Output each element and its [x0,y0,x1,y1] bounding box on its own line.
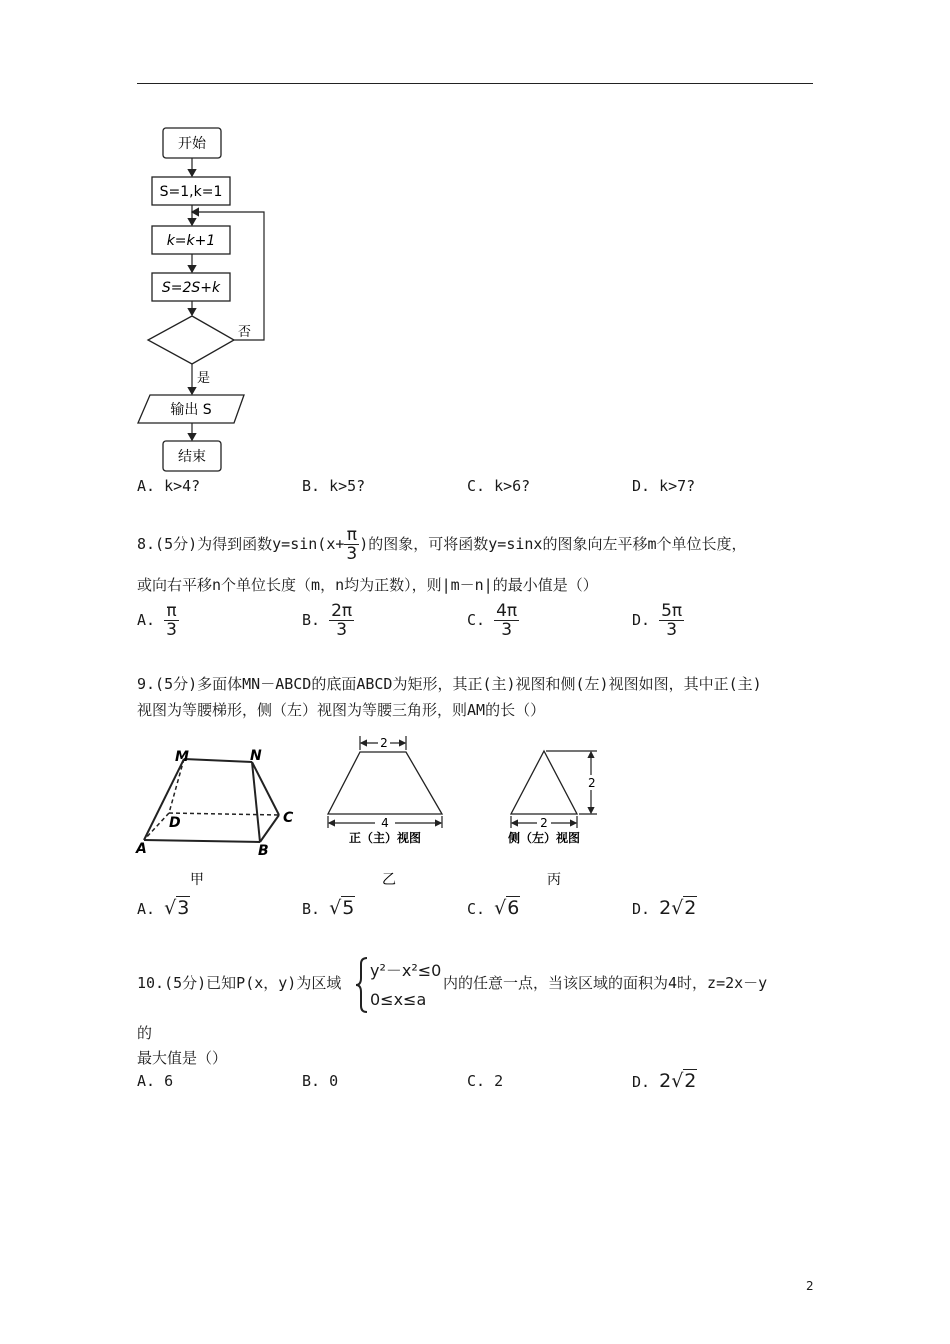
jia-label-b: B [258,843,269,859]
flow-start-label: 开始 [178,136,206,152]
q10-option-c[interactable]: C. 2 [467,1072,504,1090]
flow-init-label: S=1,k=1 [159,184,223,200]
q8-option-a[interactable]: A. $\frac{\pi}{3}$ [137,601,177,640]
header-rule [137,83,813,84]
q8-option-c[interactable]: C. $\frac{4\pi}{3}$ [467,601,518,640]
flowchart [130,120,280,480]
flow-decision [148,316,234,364]
q10-option-d[interactable]: D. 2√2 [632,1070,697,1092]
q7-option-c[interactable]: C. k>6? [467,477,531,495]
q9-figure-bing [505,745,600,890]
flow-yes-label: 是 [197,371,211,386]
jia-caption: 甲 [190,872,204,888]
q8-text-pre: 8.(5分)为得到函数y=sin(x+ [137,535,345,553]
jia-label-n: N [250,748,262,764]
q8-line2: 或向右平移n个单位长度（m，n均为正数），则|m－n|的最小值是（） [137,576,598,594]
q8-fraction: $\frac{\pi}{3}$ [346,525,358,564]
jia-label-d: D [169,815,181,831]
q9-line1: 9.(5分)多面体MN－ABCD的底面ABCD为矩形，其正(主)视图和侧(左)视图如图，其中正(主) [137,675,762,693]
yi-view-label: 正（主）视图 [348,831,422,845]
q10-line2: 的 [137,1024,153,1042]
q7-option-d[interactable]: D. k>7? [632,477,696,495]
q10-text-post: 内的任意一点，当该区域的面积为4时，z=2x－y [443,974,768,992]
yi-top-dim: 2 [380,736,388,750]
yi-bottom-dim: 4 [381,816,389,830]
flow-end-label: 结束 [178,449,206,465]
jia-label-c: C [283,810,294,826]
q8-option-d[interactable]: D. $\frac{5\pi}{3}$ [632,601,683,640]
q9-option-a[interactable]: A. √3 [137,897,190,919]
yi-caption: 乙 [382,872,396,888]
q9-line2: 视图为等腰梯形，侧（左）视图为等腰三角形，则AM的长（） [137,701,546,719]
flow-step2-label: S=2S+k [161,280,221,296]
bing-bottom-dim: 2 [540,816,548,830]
flow-output-label: 输出 S [170,402,212,418]
bing-caption: 丙 [547,872,561,888]
jia-label-m: M [175,749,189,765]
q10-system-line2: 0≤x≤a [370,990,427,1009]
q10-brace [355,956,369,1014]
q10-option-b[interactable]: B. 0 [302,1072,339,1090]
q10-line3: 最大值是（） [137,1049,228,1067]
q7-option-a[interactable]: A. k>4? [137,477,201,495]
bing-height-dim: 2 [588,776,596,790]
flow-step1-label: k=k+1 [166,233,216,249]
q8-line1 [137,526,746,563]
bing-view-label: 侧（左）视图 [507,831,581,845]
q9-option-c[interactable]: C. √6 [467,897,520,919]
q10-text-pre: 10.(5分)已知P(x，y)为区域 [137,974,342,992]
q9-figure-yi [320,728,455,890]
jia-label-a: A [136,841,147,857]
q10-option-a[interactable]: A. 6 [137,1072,174,1090]
q9-figure-jia [132,745,307,890]
page-number: 2 [806,1279,814,1293]
q9-option-b[interactable]: B. √5 [302,897,355,919]
q8-text-post: )的图象，可将函数y=sinx的图象向左平移m个单位长度， [359,535,747,553]
q10-system-line1: y²－x²≤0 [370,961,442,980]
q8-option-b[interactable]: B. $\frac{2\pi}{3}$ [302,601,353,640]
q7-option-b[interactable]: B. k>5? [302,477,366,495]
q9-option-d[interactable]: D. 2√2 [632,897,697,919]
flow-no-label: 否 [238,325,252,340]
